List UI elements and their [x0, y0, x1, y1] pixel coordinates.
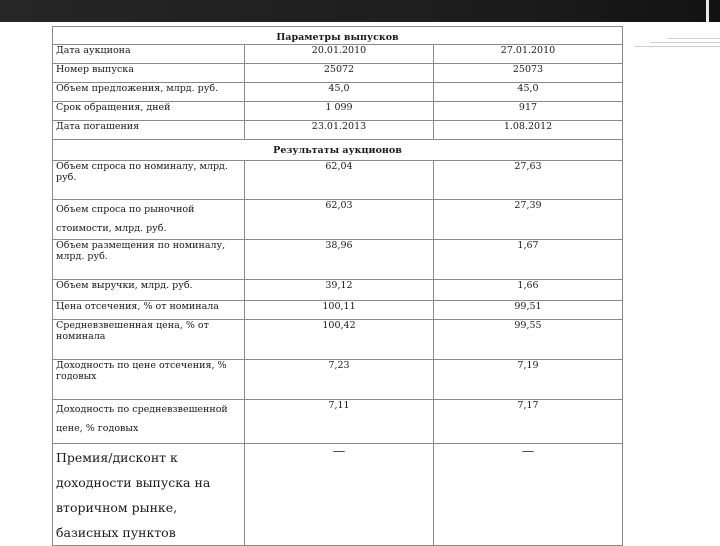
table-row [53, 161, 623, 200]
row-value-2: 27.01.2010 [434, 45, 623, 64]
row-value-1: 7,11 [245, 400, 434, 444]
table-row [53, 301, 623, 320]
row-value-2: 27,39 [434, 200, 623, 240]
decor-line [634, 46, 720, 47]
row-label: Объем спроса по рыночной стоимости, млрд. руб. [53, 200, 245, 240]
row-value-1: 7,23 [245, 360, 434, 400]
row-value-2: 27,63 [434, 161, 623, 200]
row-value-2: 99,55 [434, 320, 623, 360]
row-label: Доходность по цене отсечения, % годовых [53, 360, 245, 400]
row-value-2: 25073 [434, 64, 623, 83]
row-value-1: 100,11 [245, 301, 434, 320]
row-value-2: 45,0 [434, 83, 623, 102]
table-row [53, 280, 623, 301]
row-value-1: 62,04 [245, 161, 434, 200]
row-value-2: 1.08.2012 [434, 121, 623, 140]
table-row [53, 400, 623, 444]
table-row [53, 83, 623, 102]
decor-line [650, 42, 720, 43]
top-dark-bar [0, 0, 720, 22]
table-row [53, 64, 623, 83]
row-label: Дата аукциона [53, 45, 245, 64]
row-label: Объем предложения, млрд. руб. [53, 83, 245, 102]
row-value-2: — [434, 444, 623, 546]
table-row [53, 121, 623, 140]
row-value-2: 1,66 [434, 280, 623, 301]
row-label: Номер выпуска [53, 64, 245, 83]
table-row [53, 200, 623, 240]
row-label: Средневзвешенная цена, % от номинала [53, 320, 245, 360]
row-label: Объем спроса по номиналу, млрд. руб. [53, 161, 245, 200]
row-label: Дата погашения [53, 121, 245, 140]
row-label: Доходность по средневзвешенной цене, % годовых [53, 400, 245, 444]
section-header-row [53, 27, 623, 45]
table-row [53, 45, 623, 64]
table-row [53, 102, 623, 121]
top-bar-accent [706, 0, 709, 22]
row-label: Срок обращения, дней [53, 102, 245, 121]
row-value-1: 20.01.2010 [245, 45, 434, 64]
row-label: Цена отсечения, % от номинала [53, 301, 245, 320]
row-value-2: 7,17 [434, 400, 623, 444]
row-value-1: 62,03 [245, 200, 434, 240]
row-label: Объем размещения по номиналу, млрд. руб. [53, 240, 245, 280]
row-label: Премия/дисконт к доходности выпуска на вторичном рынке, базисных пунктов [53, 444, 245, 546]
row-value-1: 1 099 [245, 102, 434, 121]
section-title-params: Параметры выпусков [53, 27, 623, 45]
table-row [53, 444, 623, 546]
section-title-results: Результаты аукционов [53, 140, 623, 161]
row-value-1: 25072 [245, 64, 434, 83]
row-value-1: 39,12 [245, 280, 434, 301]
row-value-2: 7,19 [434, 360, 623, 400]
row-value-1: 100,42 [245, 320, 434, 360]
section-header-row [53, 140, 623, 161]
row-value-2: 99,51 [434, 301, 623, 320]
row-value-2: 917 [434, 102, 623, 121]
table-row [53, 240, 623, 280]
decor-line [668, 38, 720, 39]
row-value-2: 1,67 [434, 240, 623, 280]
row-label: Объем выручки, млрд. руб. [53, 280, 245, 301]
row-value-1: 45,0 [245, 83, 434, 102]
table-row [53, 360, 623, 400]
row-value-1: 38,96 [245, 240, 434, 280]
row-value-1: 23.01.2013 [245, 121, 434, 140]
table-row [53, 320, 623, 360]
auction-parameters-table [52, 26, 623, 546]
row-value-1: — [245, 444, 434, 546]
